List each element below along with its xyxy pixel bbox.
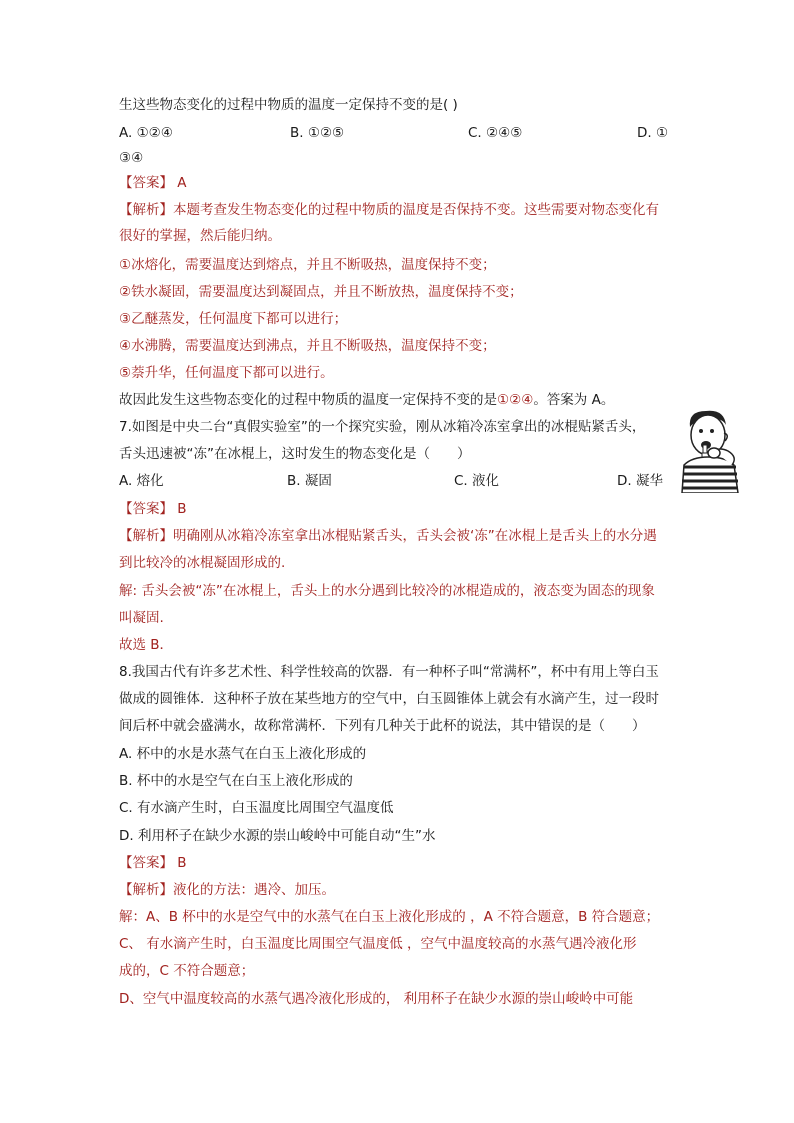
analysis-tag: 【解析】: [119, 528, 173, 544]
q8-analysis-line-3: C、 有水滴产生时，白玉温度比周围空气温度低 ，空气中温度较高的水蒸气遇冷液化形: [119, 936, 637, 952]
q8-analysis-line-2: 解：A、B 杯中的水是空气中的水蒸气在白玉上液化形成的 ，A 不符合题意，B 符合题意；: [119, 909, 660, 925]
q7-solution-line-2: 叫凝固.: [119, 610, 164, 626]
answer-tag: 【答案】: [119, 855, 173, 871]
analysis-text: 本题考查发生物态变化的过程中物质的温度是否保持不变。这些需要对物态变化有: [173, 202, 659, 218]
q8-stem-line-1: 8.我国古代有许多艺术性、科学性较高的饮器．有一种杯子叫“常满杯”，杯中有用上等白玉: [119, 664, 659, 680]
q6-option-d-wrap: ③④: [119, 150, 144, 166]
q7-option-c: C. 液化: [454, 473, 500, 489]
q7-analysis-line-1: [119, 527, 657, 545]
analysis-text: 液化的方法：遇冷、加压。: [173, 882, 335, 898]
q8-option-c: C. 有水滴产生时，白玉温度比周围空气温度低: [119, 800, 394, 816]
q6-conclusion: [119, 391, 614, 409]
q6-analysis-line-4: ②铁水凝固，需要温度达到凝固点，并且不断放热，温度保持不变；: [119, 284, 523, 300]
q7-option-b: B. 凝固: [287, 473, 332, 489]
q6-analysis-line-1: [119, 201, 659, 219]
q6-answer: [119, 174, 187, 192]
q7-answer: [119, 500, 187, 518]
q8-stem-line-2: 做成的圆锥体．这种杯子放在某些地方的空气中，白玉圆锥体上就会有水滴产生，过一段时: [119, 691, 659, 707]
q6-analysis-line-6: ④水沸腾，需要温度达到沸点，并且不断吸热，温度保持不变；: [119, 338, 496, 354]
analysis-tag: 【解析】: [119, 202, 173, 218]
q7-option-a: A. 熔化: [119, 473, 164, 489]
conclusion-text: 故因此发生这些物态变化的过程中物质的温度一定保持不变的是: [119, 392, 497, 408]
answer-tag: 【答案】: [119, 175, 173, 191]
q7-solution-line-1: 解: 舌头会被“冻”在冰棍上，舌头上的水分遇到比较冷的冰棍造成的，液态变为固态的现象: [119, 583, 655, 599]
q8-analysis-line-1: [119, 881, 335, 899]
answer-value: B: [177, 501, 187, 517]
q6-option-c: C. ②④⑤: [468, 125, 523, 141]
q6-stem: 生这些物态变化的过程中物质的温度一定保持不变的是( ): [119, 97, 458, 113]
q6-analysis-line-3: ①冰熔化，需要温度达到熔点，并且不断吸热，温度保持不变；: [119, 257, 496, 273]
q6-analysis-line-2: 很好的掌握，然后能归纳。: [119, 228, 281, 244]
conclusion-answer: 。答案为 A。: [533, 392, 615, 408]
q8-analysis-line-4: 成的，C 不符合题意；: [119, 963, 255, 979]
q6-option-b: B. ①②⑤: [290, 125, 345, 141]
q8-option-d: D. 利用杯子在缺少水源的崇山峻岭中可能自动“生”水: [119, 828, 436, 844]
q8-answer: [119, 854, 187, 872]
q6-option-a: A. ①②④: [119, 125, 173, 141]
answer-value: A: [177, 175, 187, 191]
answer-tag: 【答案】: [119, 501, 173, 517]
q8-analysis-line-5: D、空气中温度较高的水蒸气遇冷液化形成的， 利用杯子在缺少水源的崇山峻岭中可能: [119, 991, 634, 1007]
conclusion-numbers: ①②④: [497, 392, 534, 408]
q7-final: 故选 B．: [119, 637, 174, 653]
q8-option-b: B. 杯中的水是空气在白玉上液化形成的: [119, 773, 353, 789]
q8-option-a: A. 杯中的水是水蒸气在白玉上液化形成的: [119, 746, 367, 762]
q8-stem-line-3: 间后杯中就会盛满水，故称常满杯．下列有几种关于此杯的说法，其中错误的是（ ）: [119, 718, 646, 734]
boy-with-ice-pop-illustration: [672, 407, 748, 493]
analysis-tag: 【解析】: [119, 882, 173, 898]
answer-value: B: [177, 855, 187, 871]
q7-stem-line-2: 舌头迅速被“冻”在冰棍上，这时发生的物态变化是（ ）: [119, 446, 471, 462]
q6-option-d: D. ①: [637, 125, 669, 141]
q7-stem-line-1: 7.如图是中央二台“真假实验室”的一个探究实验，刚从冰箱冷冻室拿出的冰棍贴紧舌头，: [119, 419, 646, 435]
q6-analysis-line-5: ③乙醚蒸发，任何温度下都可以进行；: [119, 311, 348, 327]
q6-analysis-line-7: ⑤萘升华，任何温度下都可以进行。: [119, 365, 334, 381]
q7-analysis-line-2: 到比较冷的冰棍凝固形成的.: [119, 555, 286, 571]
q7-option-d: D. 凝华: [617, 473, 663, 489]
analysis-text: 明确刚从冰箱冷冻室拿出冰棍贴紧舌头，舌头会被‘冻”在冰棍上是舌头上的水分遇: [173, 528, 657, 544]
